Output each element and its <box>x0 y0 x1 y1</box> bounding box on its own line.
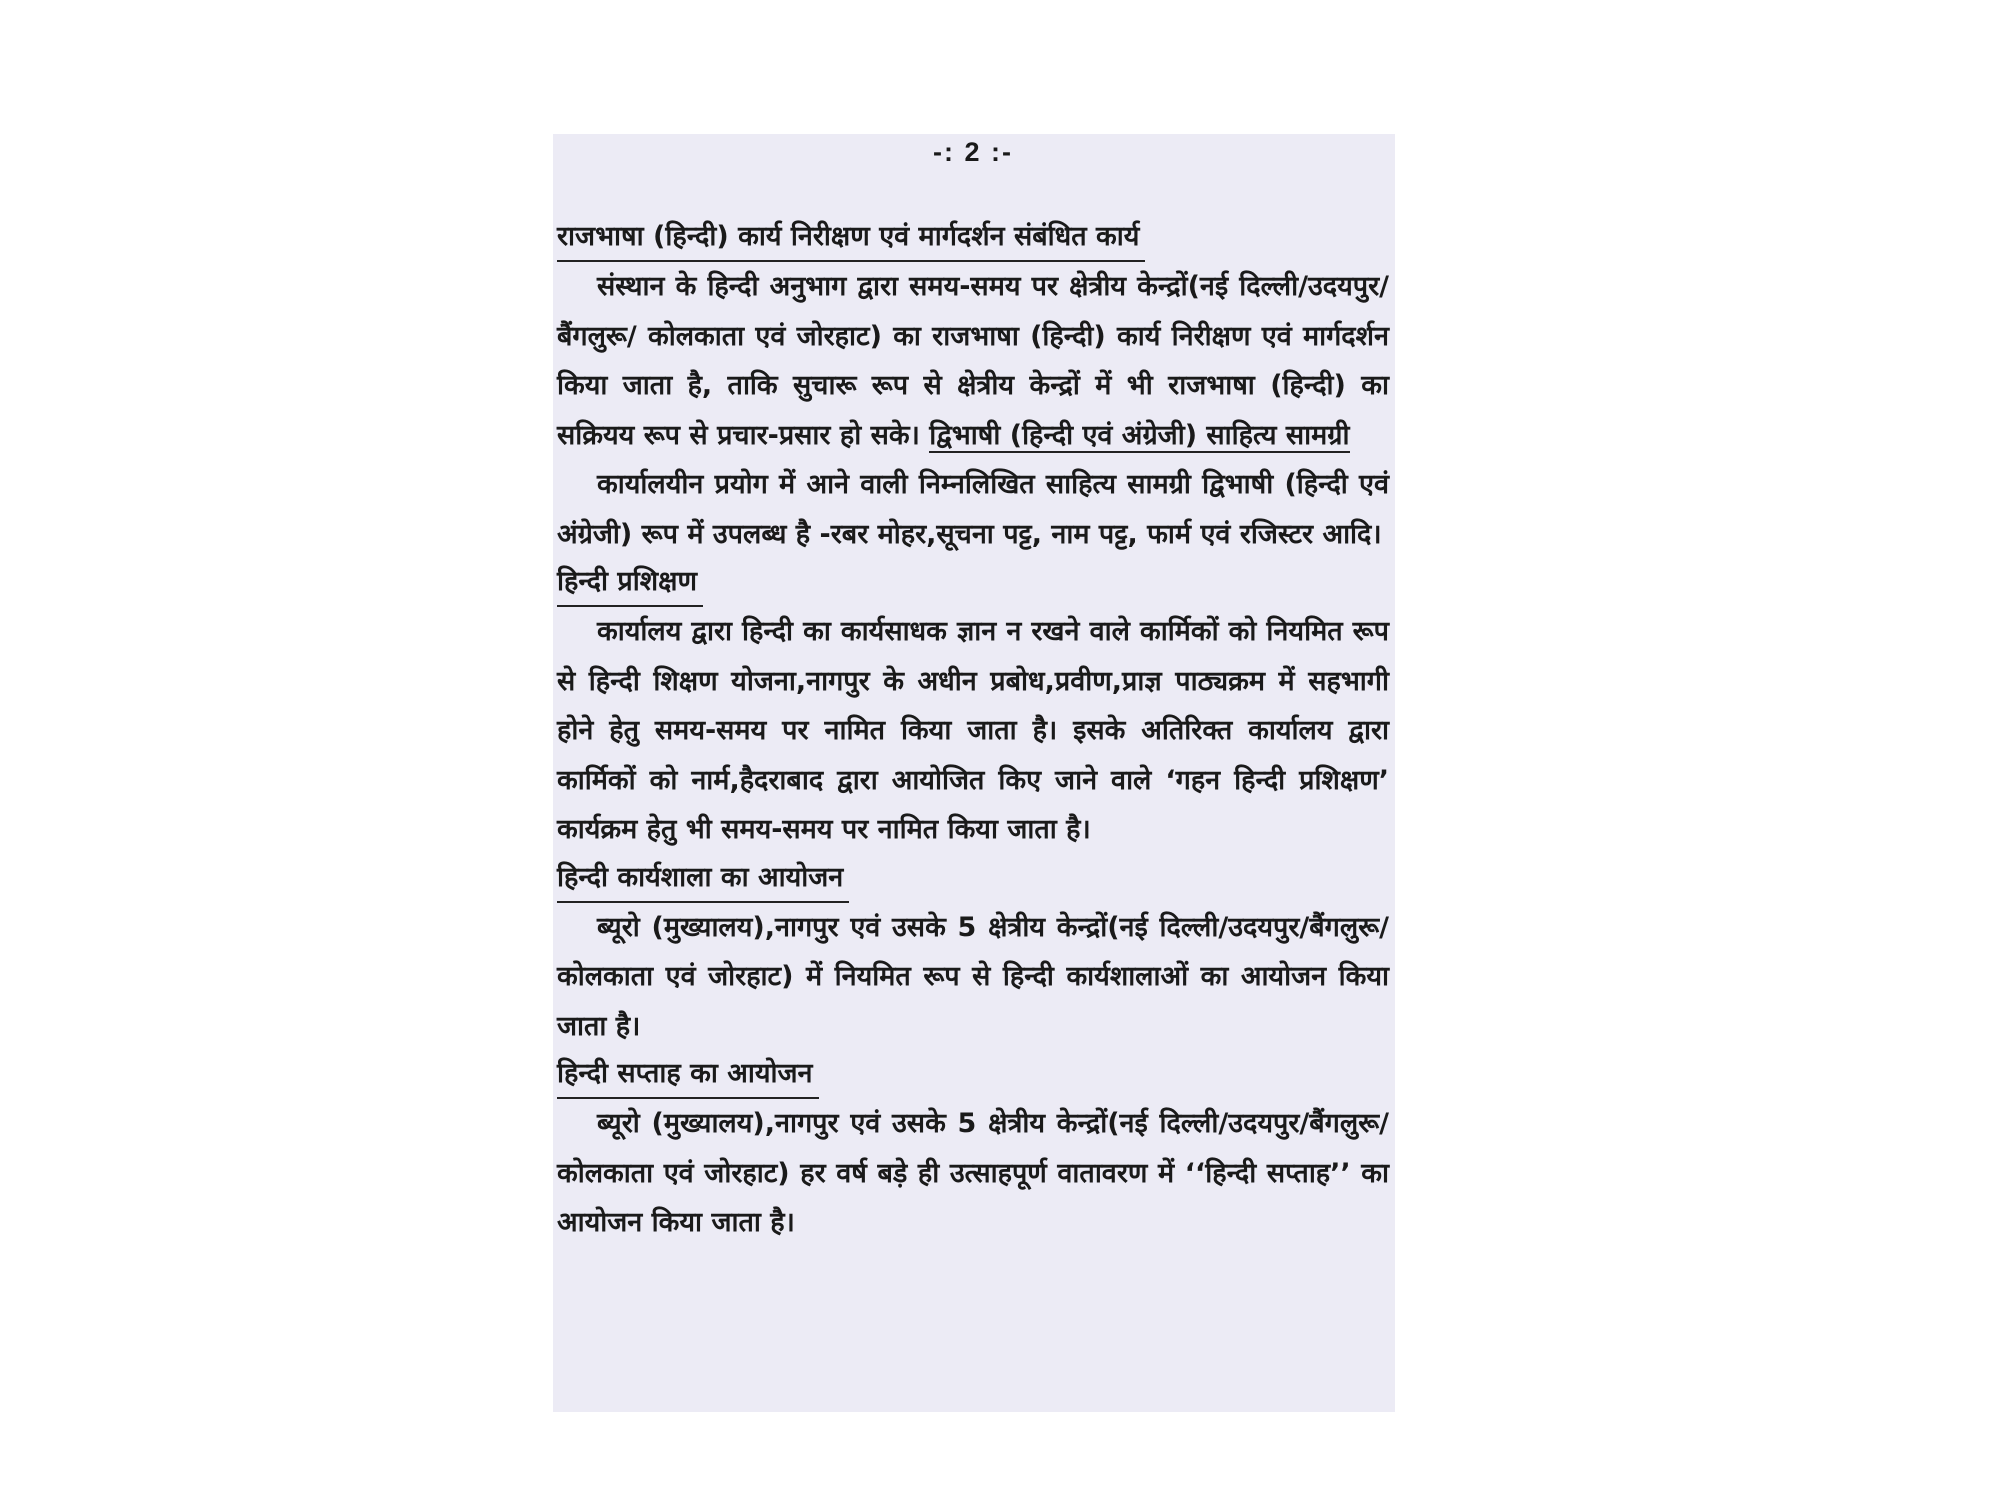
paragraph-bilingual-material <box>557 460 1389 559</box>
heading-hindi-workshop: हिन्दी कार्यशाला का आयोजन <box>557 855 849 903</box>
paragraph-rajbhasha-inspection <box>557 262 1389 460</box>
paragraph-text: कार्यालयीन प्रयोग में आने वाली निम्नलिखित साहित्य सामग्री द्विभाषी (हिन्दी एवं अंग्रेजी) रूप में उपलब्ध है -रबर मोहर,सूचना पट्ट, नाम पट्ट, फार्म एवं रजिस्टर आदि। <box>557 469 1389 550</box>
paragraph-text: संस्थान के हिन्दी अनुभाग द्वारा समय-समय पर क्षेत्रीय केन्द्रों(नई दिल्ली/उदयपुर/बैंगलुरू/ कोलकाता एवं जोरहाट) का राजभाषा (हिन्दी) कार्य निरीक्षण एवं मार्गदर्शन किया जाता है, ताकि सुचारू रूप से क्षेत्रीय केन्द्रों में भी राजभाषा (हिन्दी) का सक्रियय रूप से प्रचार-प्रसार हो सके। <box>557 271 1389 451</box>
heading-bilingual-material: द्विभाषी (हिन्दी एवं अंग्रेजी) साहित्य सामग्री <box>929 419 1350 451</box>
heading-rajbhasha-inspection: राजभाषा (हिन्दी) कार्य निरीक्षण एवं मार्गदर्शन संबंधित कार्य <box>557 214 1145 262</box>
paragraph-text: कार्यालय द्वारा हिन्दी का कार्यसाधक ज्ञान न रखने वाले कार्मिकों को नियमित रूप से हिन्दी शिक्षण योजना,नागपुर के अधीन प्रबोध,प्रवीण,प्राज्ञ पाठ्यक्रम में सहभागी होने हेतु समय-समय पर नामित किया जाता है। इसके अतिरिक्त कार्यालय द्वारा कार्मिकों को नार्म,हैदराबाद द्वारा आयोजित किए जाने वाले ‘गहन हिन्दी प्रशिक्षण’ कार्यक्रम हेतु भी समय-समय पर नामित किया जाता है। <box>557 616 1389 845</box>
page-number: -: 2 :- <box>933 137 1013 167</box>
paragraph-hindi-workshop <box>557 903 1389 1052</box>
paragraph-text: ब्यूरो (मुख्यालय),नागपुर एवं उसके 5 क्षेत्रीय केन्द्रों(नई दिल्ली/उदयपुर/बैंगलुरू/कोलकाता एवं जोरहाट) में नियमित रूप से हिन्दी कार्यशालाओं का आयोजन किया जाता है। <box>557 911 1389 1042</box>
paragraph-text: ब्यूरो (मुख्यालय),नागपुर एवं उसके 5 क्षेत्रीय केन्द्रों(नई दिल्ली/उदयपुर/बैंगलुरू/कोलकाता एवं जोरहाट) हर वर्ष बड़े ही उत्साहपूर्ण वातावरण में ‘‘हिन्दी सप्ताह’’ का आयोजन किया जाता है। <box>557 1108 1389 1238</box>
heading-hindi-training: हिन्दी प्रशिक्षण <box>557 559 703 607</box>
document-page <box>553 134 1395 1412</box>
paragraph-hindi-week <box>557 1099 1389 1248</box>
heading-hindi-week: हिन्दी सप्ताह का आयोजन <box>557 1051 819 1099</box>
paragraph-hindi-training <box>557 607 1389 855</box>
